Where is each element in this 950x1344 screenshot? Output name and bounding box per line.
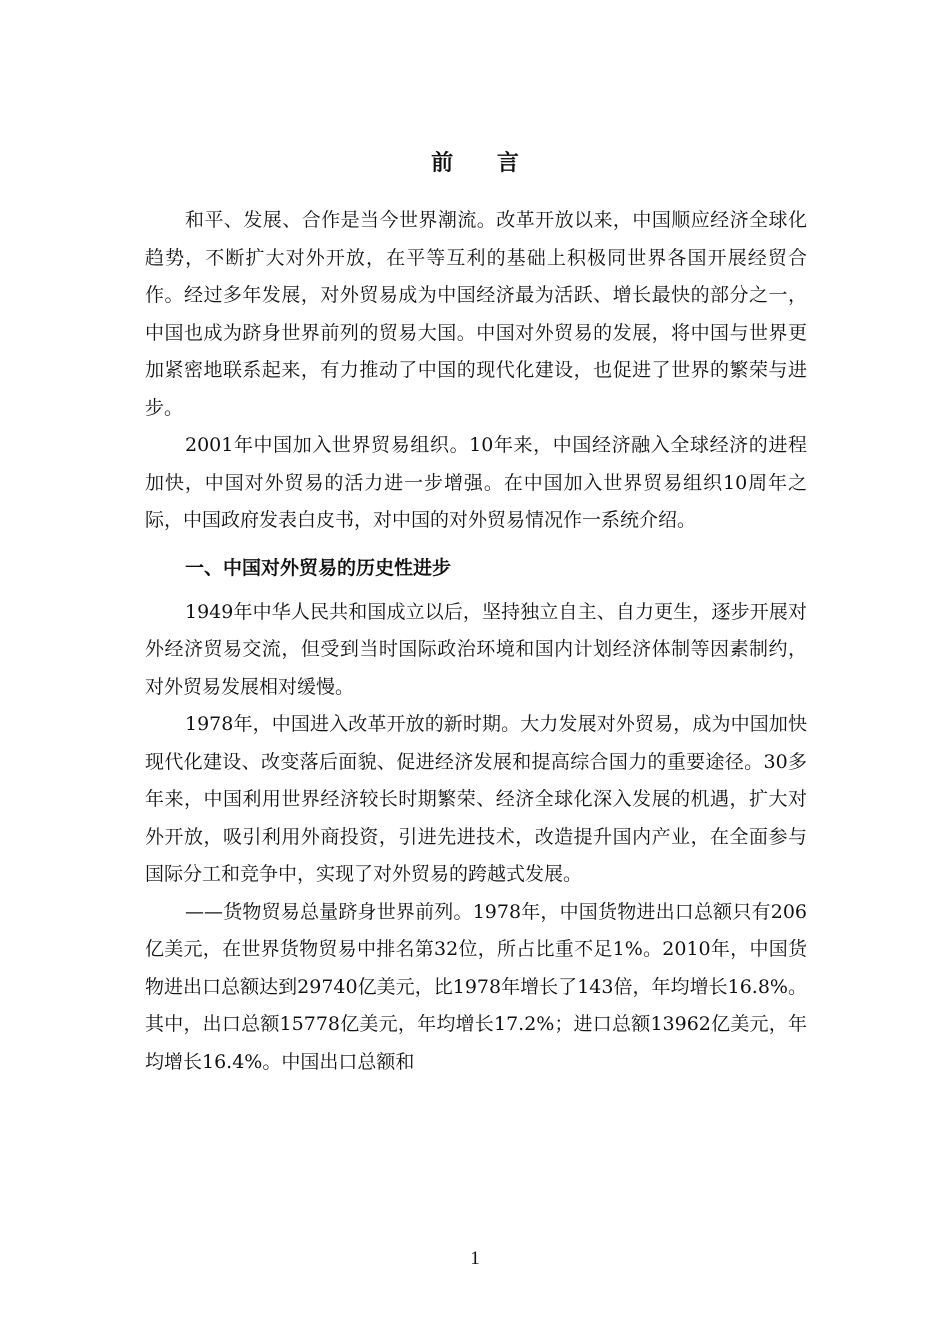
- paragraph-intro-1: 和平、发展、合作是当今世界潮流。改革开放以来，中国顺应经济全球化趋势，不断扩大对外开放，在平等互利的基础上积极同世界各国开展经贸合作。经过多年发展，对外贸易成为中国经济最为活跃、增长最快的部分之一，中国也成为跻身世界前列的贸易大国。中国对外贸易的发展，将中国与世界更加紧密地联系起来，有力推动了中国的现代化建设，也促进了世界的繁荣与进步。: [145, 209, 807, 419]
- paragraph-section-1: 1949年中华人民共和国成立以后，坚持独立自主、自力更生，逐步开展对外经济贸易交流，但受到当时国际政治环境和国内计划经济体制等因素制约，对外贸易发展相对缓慢。: [145, 600, 807, 698]
- section-heading: 一、中国对外贸易的历史性进步: [185, 556, 452, 579]
- paragraph-intro-2: 2001年中国加入世界贸易组织。10年来，中国经济融入全球经济的进程加快，中国对外贸易的活力进一步增强。在中国加入世界贸易组织10周年之际，中国政府发表白皮书，对中国的对外贸易情况作一系统介绍。: [145, 434, 807, 531]
- page-number: 1: [470, 1248, 480, 1269]
- paragraph-section-3: ——货物贸易总量跻身世界前列。1978年，中国货物进出口总额只有206亿美元，在世界货物贸易中排名第32位，所占比重不足1%。2010年，中国货物进出口总额达到29740亿美元，比1978年增长了143倍，年均增长16.8%。其中，出口总额15778亿美元，年均增长17.2%；进口总额13962亿美元，年均增长16.4%。中国出口总额和: [145, 900, 807, 1073]
- body-text: [145, 202, 807, 1081]
- paragraph-section-2: 1978年，中国进入改革开放的新时期。大力发展对外贸易，成为中国加快现代化建设、改变落后面貌、促进经济发展和提高综合国力的重要途径。30多年来，中国利用世界经济较长时期繁荣、经济全球化深入发展的机遇，扩大对外开放，吸引利用外商投资，引进先进技术，改造提升国内产业，在全面参与国际分工和竞争中，实现了对外贸易的跨越式发展。: [145, 713, 807, 885]
- page-title: 前 言: [431, 150, 537, 176]
